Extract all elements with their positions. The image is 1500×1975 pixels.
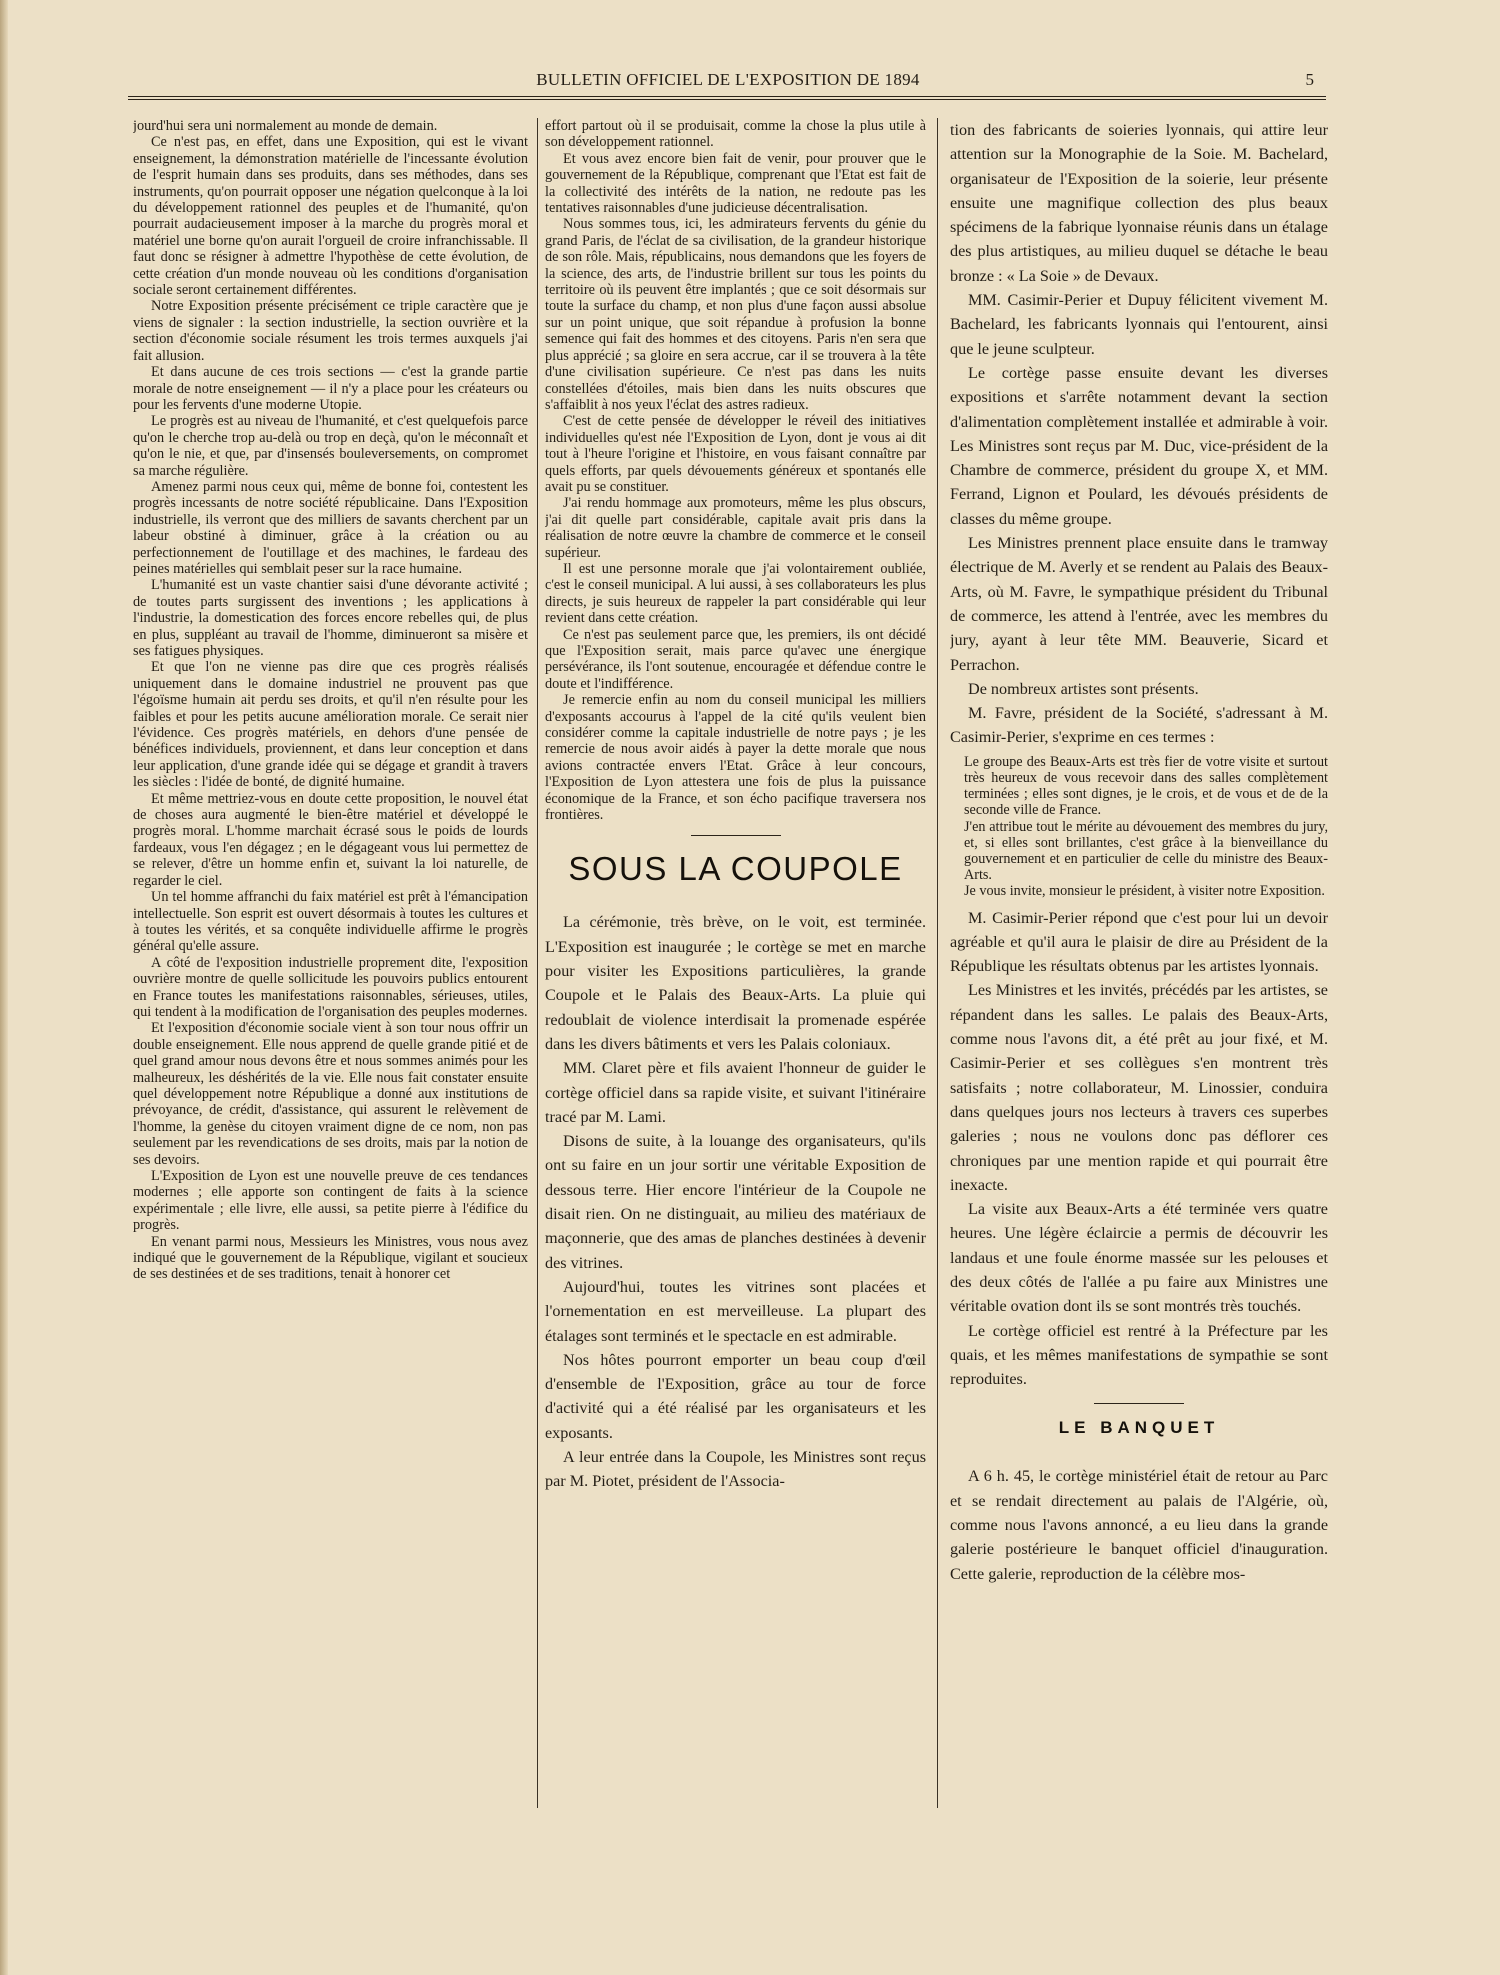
paragraph: Disons de suite, à la louange des organisateurs, qu'ils ont su faire en un jour sortir une véritable Exposition de dessous terre. Hier encore l'intérieur de la Coupole ne disait rien. On ne distinguait, au milieu des matériaux de maçonnerie, que des amas de planches destinées à devenir des vitrines. <box>545 1132 926 1272</box>
coupole-article-continued <box>950 118 1328 750</box>
paragraph: Nous sommes tous, ici, les admirateurs fervents du génie du grand Paris, de l'éclat de sa civilisation, de la grandeur historique de son rôle. Mais, républicains, nous demandons que les foyers de la science, des arts, de l'industrie brillent sur tous les points du territoire où ils peuvent être implantés ; que ce soit désormais sur toute la surface du champ, et non plus d'une façon aussi absolue sur un point unique, que soit répandue à profusion la bonne semence qui fait des hommes et des citoyens. Paris n'en sera que plus apprécié ; sa gloire en sera accrue, car il se trouvera à la tête d'une civilisation supérieure. Ce n'est pas dans les nuits constellées d'étoiles, mais bien dans les nuits obscures que s'affaiblit à nos yeux l'éclat des astres radieux. <box>545 216 926 413</box>
column-divider-1 <box>537 118 538 1808</box>
paragraph: En venant parmi nous, Messieurs les Ministres, vous nous avez indiqué que le gouvernement de la République, vigilant et soucieux de ses destinées et de ses traditions, tenait à honorer cet <box>133 1233 528 1283</box>
header-rule <box>128 96 1326 100</box>
paragraph: Aujourd'hui, toutes les vitrines sont placées et l'ornementation en est merveilleuse. La plupart des étalages sont terminés et le spectacle en est admirable. <box>545 1277 926 1345</box>
paragraph: Amenez parmi nous ceux qui, même de bonne foi, contestent les progrès incessants de notre société républicaine. Dans l'Exposition industrielle, ils verront que des milliers de savants cherchent par un labeur obstiné à diminuer, grâce à la création ou au perfectionnement de l'outillage et des machines, le fardeau des peines matérielles qui semblait peser sur la race humaine. <box>133 478 528 577</box>
column-3 <box>950 118 1328 1810</box>
paragraph: Et même mettriez-vous en doute cette proposition, le nouvel état de choses aura augmenté le bien-être matériel et développé le progrès moral. L'homme marchait écrasé sous le poids de lourds fardeaux, vous l'en dégagez ; en le dégageant vous lui permettez de se relever, d'être un homme enfin et, suivant la loi naturelle, de regarder le ciel. <box>133 790 528 889</box>
section-separator <box>1094 1403 1184 1404</box>
column-1 <box>133 118 528 1810</box>
paragraph: La visite aux Beaux-Arts a été terminée vers quatre heures. Une légère éclaircie a permis de découvrir les landaus et une foule énorme massée sur les pelouses et des deux côtés de l'allée a pu faire aux Ministres une véritable ovation dont ils se sont montrés très touchés. <box>950 1200 1328 1316</box>
paragraph: Notre Exposition présente précisément ce triple caractère que je viens de signaler : la section industrielle, la section ouvrière et la section d'économie sociale résument les trois termes auxquels j'ai fait allusion. <box>133 298 528 364</box>
column-divider-2 <box>937 118 938 1808</box>
section-heading-sous-la-coupole: SOUS LA COUPOLE <box>568 850 903 888</box>
paragraph: tion des fabricants de soieries lyonnais, qui attire leur attention sur la Monographie de la Soie. M. Bachelard, organisateur de l'Exposition de la soierie, leur présente ensuite une magnifique collection des plus beaux spécimens de la fabrique lyonnaise réunis dans un étalage des plus artistiques, au milieu duquel se détache le beau bronze : « La Soie » de Devaux. <box>950 121 1328 285</box>
running-title: BULLETIN OFFICIEL DE L'EXPOSITION DE 1894 <box>536 70 920 89</box>
paragraph: C'est de cette pensée de développer le réveil des initiatives individuelles qu'est née l'Exposition de Lyon, dont je vous ai dit tout à l'heure l'origine et l'histoire, en vous faisant connaître par quels efforts, par quels dévouements généreux et spontanés elle avait pu se constituer. <box>545 413 926 495</box>
paragraph: De nombreux artistes sont présents. <box>968 679 1199 698</box>
quote-paragraph: Le groupe des Beaux-Arts est très fier de votre visite et surtout très heureux de vous recevoir dans des salles complètement terminées ; elles sont dignes, je le crois, et de vous et de de la seconde ville de France. <box>964 753 1328 819</box>
paragraph: Nos hôtes pourront emporter un beau coup d'œil d'ensemble de l'Exposition, grâce au tour de force d'activité qui a été réalisé par les organisateurs et les exposants. <box>545 1350 926 1442</box>
paragraph: Et dans aucune de ces trois sections — c'est la grande partie morale de notre enseignement — il n'y a place pour les créateurs ou pour les fervents d'une moderne Utopie. <box>133 364 528 413</box>
paragraph: M. Casimir-Perier répond que c'est pour lui un devoir agréable et qu'il aura le plaisir de dire au Président de la République les résultats obtenus par les artistes lyonnais. <box>950 908 1328 976</box>
paragraph: La cérémonie, très brève, on le voit, est terminée. L'Exposition est inaugurée ; le cortège se met en marche pour visiter les Expositions particulières, la grande Coupole et le Palais des Beaux-Arts. La pluie qui redoublait de violence interdisait la promenade espérée dans les divers bâtiments et vers les Palais coloniaux. <box>545 913 926 1053</box>
paragraph: Le progrès est au niveau de l'humanité, et c'est quelquefois parce qu'on le cherche trop au-delà ou trop en deçà, qu'on le méconnaît et qu'on le nie, et que, par d'insensés bouleversements, on compromet sa marche régulière. <box>133 413 528 479</box>
page-header <box>128 70 1328 94</box>
paragraph: J'ai rendu hommage aux promoteurs, même les plus obscurs, j'ai dit quelle part considérable, capitale avait pris dans la réalisation de notre œuvre la chambre de commerce et le conseil supérieur. <box>545 495 926 561</box>
paragraph: jourd'hui sera uni normalement au monde de demain. <box>133 118 438 134</box>
paragraph: Le cortège passe ensuite devant les diverses expositions et s'arrête notamment devant la section d'alimentation complètement installée et admirable à voir. Les Ministres sont reçus par M. Duc, vice-président de la Chambre de commerce, président du groupe X, et MM. Ferrand, Lignon et Poulard, les dévoués présidents de classes du même groupe. <box>950 363 1328 528</box>
paragraph: Il est une personne morale que j'ai volontairement oubliée, c'est le conseil municipal. A lui aussi, à ses collaborateurs les plus directs, je suis heureux de rappeler la part considérable qui leur revient dans cette création. <box>545 560 926 627</box>
paragraph: Ce n'est pas seulement parce que, les premiers, ils ont décidé que l'Exposition serait, mais parce qu'avec une énergique persévérance, ils l'ont soutenue, encouragée et défendue contre le doute et l'indifférence. <box>545 626 926 692</box>
speech-continuation <box>545 118 926 823</box>
paragraph: L'Exposition de Lyon est une nouvelle preuve de ces tendances modernes ; elle apporte son contingent de faits à la science expérimentale ; elle livre, elle aussi, sa petite pierre à l'édifice du progrès. <box>133 1168 528 1234</box>
paragraph: effort partout où il se produisait, comme la chose la plus utile à son développement rationnel. <box>545 118 926 151</box>
paragraph: Un tel homme affranchi du faix matériel est prêt à l'émancipation intellectuelle. Son esprit est ouvert désormais à toutes les cultures et à toutes les vérités, et sa conquête individuelle affirme le progrès général qu'elle assure. <box>133 889 528 955</box>
paragraph: Je remercie enfin au nom du conseil municipal les milliers d'exposants accourus à l'appel de la cité qu'ils veulent bien considérer comme la capitale industrielle de notre pays ; je les remercie de nous avoir aidés à payer la dette morale que nous avions contractée envers l'Etat. Grâce à leur concours, l'Exposition de Lyon attestera une fois de plus la puissance économique de la France, et son écho pacifique traversera nos frontières. <box>545 692 926 824</box>
column-2 <box>545 118 926 1810</box>
paragraph: Et que l'on ne vienne pas dire que ces progrès réalisés uniquement dans le domaine industriel ne prouvent pas que l'égoïsme humain ait perdu ses droits, et qu'il n'en résulte pour les faibles et pour les petits aucune amélioration morale. Ce serait nier l'évidence. Ces progrès matériels, en dehors d'une pensée de bénéfices individuels, proviennent, et dans leur conception et dans leur application, d'une grande idée qui se dégage et grandit à travers les siècles : l'idée de bonté, de dignité humaine. <box>133 659 528 791</box>
paragraph: Les Ministres prennent place ensuite dans le tramway électrique de M. Averly et se rendent au Palais des Beaux-Arts, où M. Favre, le sympathique président du Tribunal de commerce, les attend à l'entrée, avec les membres du jury, ayant à leur tête MM. Beauverie, Sicard et Perrachon. <box>950 534 1328 674</box>
section-heading-le-banquet: LE BANQUET <box>1058 1418 1220 1438</box>
paragraph: A côté de l'exposition industrielle proprement dite, l'exposition ouvrière montre de quelle sollicitude les pouvoirs publics entourent en France toutes les manifestations raisonnables, sérieuses, utiles, qui tendent à la modification de l'organisation des peuples modernes. <box>133 954 528 1020</box>
paragraph: Les Ministres et les invités, précédés par les artistes, se répandent dans les salles. Le palais des Beaux-Arts, comme nous l'avons dit, a été prêt au jour fixé, et M. Casimir-Perier et ses collègues s'en montrent très satisfaits ; notre collaborateur, M. Linossier, conduira dans quelques jours nos lecteurs à travers ces superbes galeries ; nous ne voulons donc pas déflorer ces chroniques par une mention rapide et qui pourrait être inexacte. <box>950 981 1328 1194</box>
quote-paragraph: Je vous invite, monsieur le président, à visiter notre Exposition. <box>964 883 1325 900</box>
beaux-arts-article <box>950 906 1328 1392</box>
quote-paragraph: J'en attribue tout le mérite au dévouement des membres du jury, et, si elles sont brillantes, c'est grâce à la bienveillance du gouvernement et en particulier de celle du ministre des Beaux-Arts. <box>964 818 1328 884</box>
paragraph: A leur entrée dans la Coupole, les Ministres sont reçus par M. Piotet, président de l'Associa- <box>545 1448 926 1491</box>
paragraph: Et vous avez encore bien fait de venir, pour prouver que le gouvernement de la République, comprenant que l'Etat est fait de la collectivité des intérêts de la nation, ne redoute pas les tentatives raisonnables d'une judicieuse décentralisation. <box>545 150 926 217</box>
paragraph: MM. Claret père et fils avaient l'honneur de guider le cortège officiel dans sa rapide visite, et suivant l'itinéraire tracé par M. Lami. <box>545 1059 926 1126</box>
paragraph: A 6 h. 45, le cortège ministériel était de retour au Parc et se rendait directement au palais de l'Algérie, où, comme nous l'avons annoncé, a eu lieu dans la grande galerie postérieure le banquet officiel d'inauguration. Cette galerie, reproduction de la célèbre mos- <box>950 1467 1328 1583</box>
paragraph: MM. Casimir-Perier et Dupuy félicitent vivement M. Bachelard, les fabricants lyonnais qui l'entourent, ainsi que le jeune sculpteur. <box>950 291 1328 358</box>
paragraph: Le cortège officiel est rentré à la Préfecture par les quais, et les mêmes manifestations de sympathie se sont reproduites. <box>950 1321 1328 1389</box>
page-edge <box>0 0 8 1975</box>
favre-speech-quote <box>950 754 1328 900</box>
paragraph: L'humanité est un vaste chantier saisi d'une dévorante activité ; de toutes parts surgissent des inventions ; les applications à l'industrie, la domestication des forces encore rebelles qui, de plus en plus, suppléant au travail de l'homme, diminueront sa misère et ses fatigues physiques. <box>133 577 528 659</box>
paragraph: M. Favre, président de la Société, s'adressant à M. Casimir-Perier, s'exprime en ces termes : <box>950 704 1328 747</box>
section-separator <box>691 835 781 836</box>
page-number: 5 <box>1305 70 1314 89</box>
coupole-article <box>545 910 926 1493</box>
banquet-article <box>950 1464 1328 1585</box>
paragraph: Et l'exposition d'économie sociale vient à son tour nous offrir un double enseignement. Elle nous apprend de quelle grande pitié et de quel grand amour nous devons être et nous sommes animés pour les malheureux, les déshérités de la vie. Elle nous fait constater ensuite quel développement notre République a donné aux institutions de prévoyance, de crédit, d'assistance, qui assurent le relèvement de l'homme, la genèse du citoyen vraiment digne de ce nom, non pas seulement par les revendications de ses droits, mais par la notion de ses devoirs. <box>133 1020 528 1168</box>
paragraph: Ce n'est pas, en effet, dans une Exposition, qui est le vivant enseignement, la démonstration matérielle de l'incessante évolution de l'esprit humain dans ses produits, dans ses méthodes, dans ses instruments, qu'on pourrait opposer une négation quelconque à la loi du développement rationnel des peuples et de l'humanité, qu'on pourrait audacieusement imposer à la marche du progrès moral et matériel une borne qu'on aurait l'orgueil de croire infranchissable. Il faut donc se résigner à admettre l'hypothèse de cette évolution, de cette création d'un monde nouveau où les conditions d'organisation sociale seront certainement différentes. <box>133 134 528 299</box>
